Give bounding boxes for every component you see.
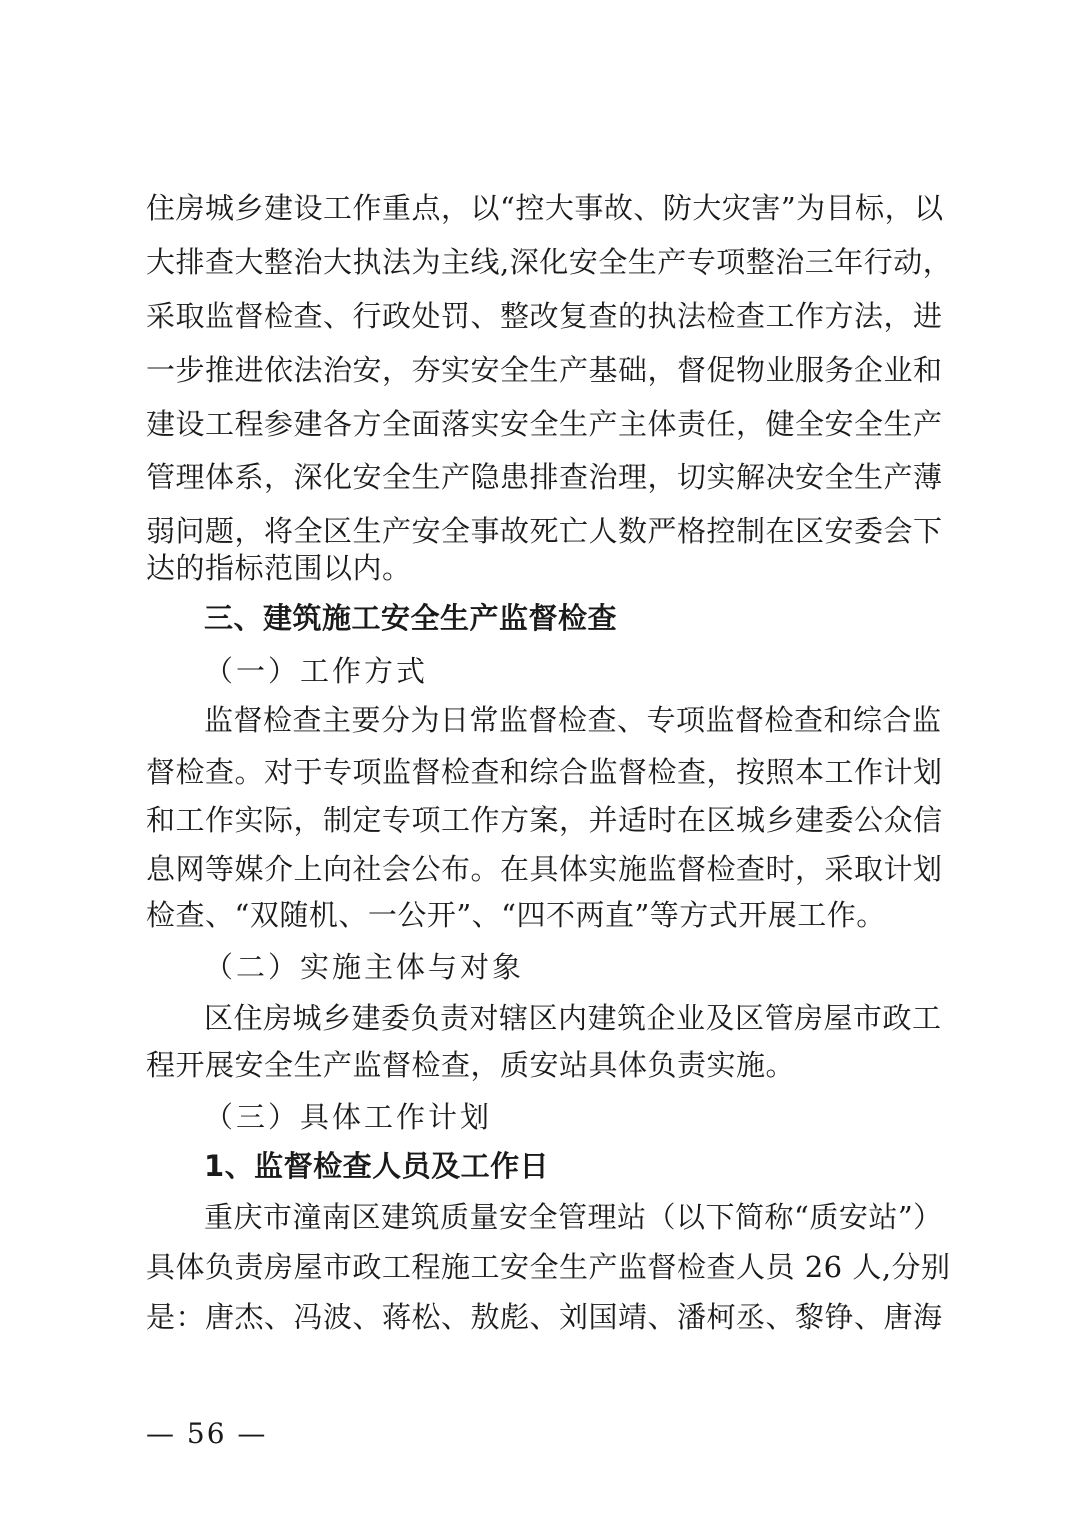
text-line: 达的指标范围以内。 [146, 551, 412, 585]
text-line: 重庆市潼南区建筑质量安全管理站（以下简称“质安站”） [204, 1200, 943, 1234]
page-number: — 56 — [146, 1417, 268, 1450]
text-line: 区住房城乡建委负责对辖区内建筑企业及区管房屋市政工 [204, 1001, 942, 1035]
item-heading: 1、监督检查人员及工作日 [204, 1149, 550, 1183]
text-line: 具体负责房屋市政工程施工安全生产监督检查人员 26 人,分别 [146, 1250, 951, 1284]
text-line: 建设工程参建各方全面落实安全生产主体责任，健全安全生产 [146, 407, 943, 441]
text-line: 住房城乡建设工作重点，以“控大事故、防大灾害”为目标，以 [146, 191, 944, 225]
subsection-heading: （三）具体工作计划 [204, 1100, 493, 1134]
text-line: 采取监督检查、行政处罚、整改复查的执法检查工作方法，进 [146, 299, 943, 333]
section-heading: 三、建筑施工安全生产监督检查 [204, 601, 618, 635]
text-line: 程开展安全生产监督检查，质安站具体负责实施。 [146, 1048, 796, 1082]
text-line: 息网等媒介上向社会公布。在具体实施监督检查时，采取计划 [146, 852, 943, 886]
text-line: 是：唐杰、冯波、蒋松、敖彪、刘国靖、潘柯丞、黎铮、唐海 [146, 1300, 943, 1334]
text-line: 管理体系，深化安全生产隐患排查治理，切实解决安全生产薄 [146, 460, 943, 494]
text-line: 一步推进依法治安，夯实安全生产基础，督促物业服务企业和 [146, 353, 943, 387]
text-line: 督检查。对于专项监督检查和综合监督检查，按照本工作计划 [146, 755, 943, 789]
text-line: 检查、“双随机、一公开”、“四不两直”等方式开展工作。 [146, 898, 886, 932]
subsection-heading: （一）工作方式 [204, 654, 429, 688]
text-line: 大排查大整治大执法为主线,深化安全生产专项整治三年行动， [146, 245, 953, 279]
text-line: 弱问题，将全区生产安全事故死亡人数严格控制在区安委会下 [146, 514, 943, 548]
text-line: 监督检查主要分为日常监督检查、专项监督检查和综合监 [204, 703, 942, 737]
text-line: 和工作实际，制定专项工作方案，并适时在区城乡建委公众信 [146, 803, 943, 837]
subsection-heading: （二）实施主体与对象 [204, 950, 525, 984]
